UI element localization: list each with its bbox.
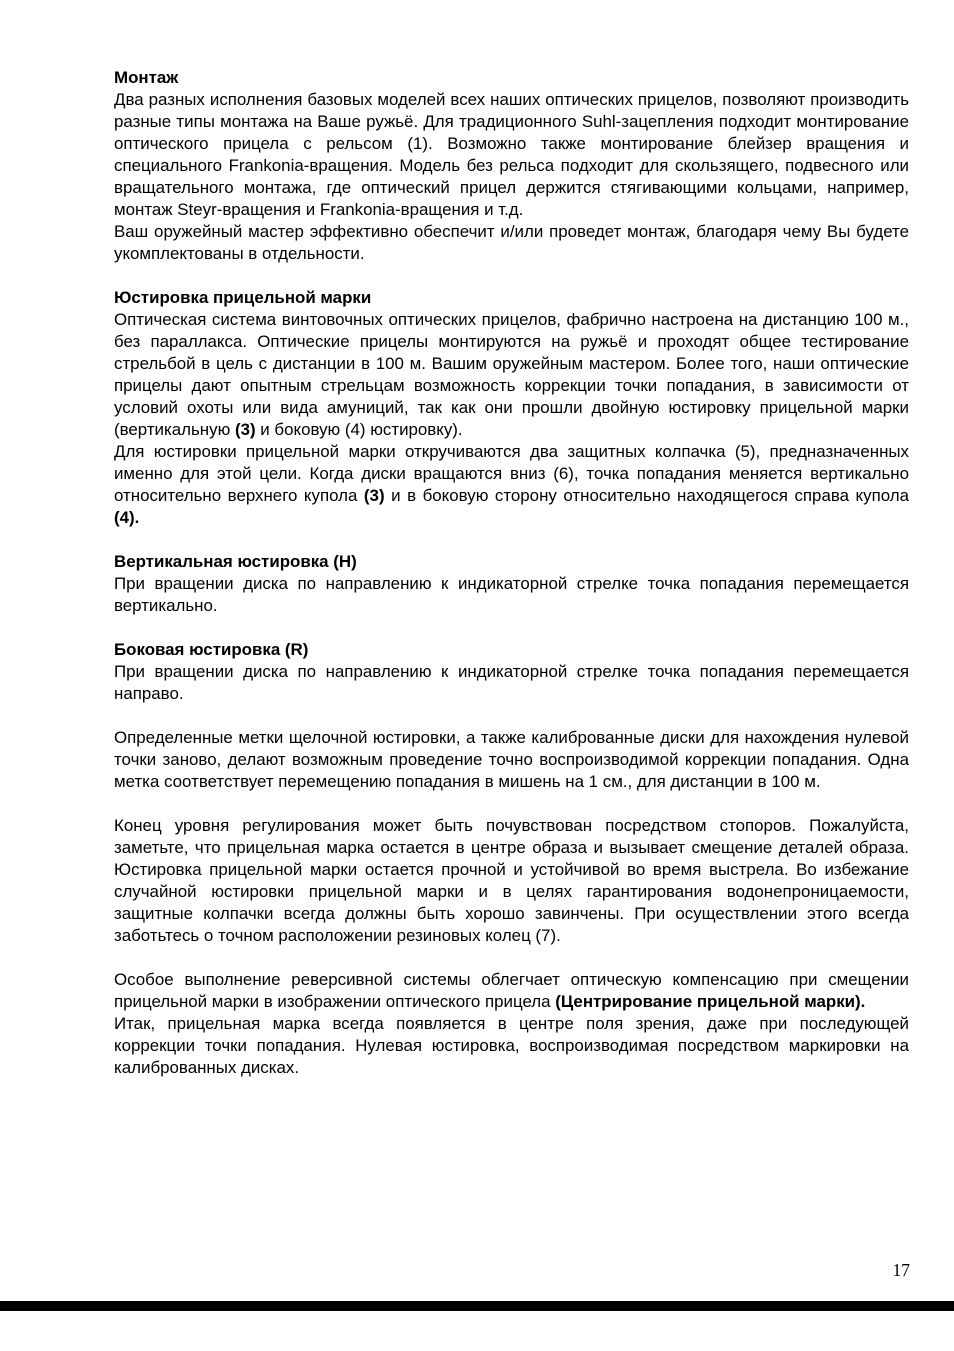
text-run: Оптическая система винтовочных оптических прицелов, фабрично настроена на дистанцию 100 м., без параллакса. Оптические прицелы монтируются на ружьё и проходят общее тестирование стрельбой в цель с дистанции в 100 м. Вашим оружейным мастером. Более того, наши оптические прицелы дают опытным стрельцам возможность коррекции точки попадания, в зависимости от условий охоты или вида амуниций, так как они прошли двойную юстировку прицельной марки (вертикальную (114, 310, 909, 439)
paragraph (114, 441, 909, 529)
text-run: Два разных исполнения базовых моделей всех наших оптических прицелов, позволяют производить разные типы монтажа на Ваше ружьё. Для традиционного Suhl-зацепления подходит монтирование оптического прицела с рельсом (1). Возможно также монтирование блейзер вращения и специального Frankonia-вращения. Модель без рельса подходит для скользящего, подвесного или вращательного монтажа, где оптический прицел держится стягивающими кольцами, например, монтаж Steyr-вращения и Frankonia-вращения и т.д. (114, 90, 909, 219)
section (114, 727, 909, 793)
paragraph (114, 815, 909, 947)
text-run: При вращении диска по направлению к индикаторной стрелке точка попадания перемещается направо. (114, 662, 909, 703)
paragraph (114, 309, 909, 441)
paragraph (114, 221, 909, 265)
paragraph (114, 727, 909, 793)
section (114, 969, 909, 1079)
footer-bar (0, 1301, 954, 1311)
section (114, 551, 909, 617)
text-run: При вращении диска по направлению к индикаторной стрелке точка попадания перемещается вертикально. (114, 574, 909, 615)
paragraph (114, 661, 909, 705)
paragraph (114, 89, 909, 221)
section (114, 639, 909, 705)
text-run: Итак, прицельная марка всегда появляется в центре поля зрения, даже при последующей коррекции точки попадания. Нулевая юстировка, воспроизводимая посредством маркировки на калиброванных дисках. (114, 1014, 909, 1077)
section-heading: Вертикальная юстировка (H) (114, 552, 357, 571)
section-heading: Юстировка прицельной марки (114, 288, 372, 307)
document-body (114, 67, 909, 1101)
section (114, 815, 909, 947)
bold-text: (Центрирование прицельной марки). (555, 992, 866, 1011)
paragraph (114, 573, 909, 617)
bold-text: (4). (114, 508, 140, 527)
text-run: Ваш оружейный мастер эффективно обеспечит и/или проведет монтаж, благодаря чему Вы будете укомплектованы в отдельности. (114, 222, 909, 263)
page-number: 17 (892, 1260, 910, 1280)
paragraph (114, 969, 909, 1013)
section-heading: Боковая юстировка (R) (114, 640, 309, 659)
text-run: и в боковую сторону относительно находящегося справа купола (384, 486, 909, 505)
section-heading: Монтаж (114, 68, 179, 87)
text-run: Конец уровня регулирования может быть почувствован посредством стопоров. Пожалуйста, заметьте, что прицельная марка остается в центре образа и вызывает смещение деталей образа. Юстировка прицельной марки остается прочной и устойчивой во время выстрела. Во избежание случайной юстировки прицельной марки и в целях гарантирования водонепроницаемости, защитные колпачки всегда должны быть хорошо завинчены. При осуществлении этого всегда заботьтесь о точном расположении резиновых колец (7). (114, 816, 909, 945)
text-run: Особое выполнение реверсивной системы облегчает оптическую компенсацию при смещении прицельной марки в изображении оптического прицела (114, 970, 909, 1011)
section (114, 67, 909, 265)
bold-text: (3) (234, 420, 256, 439)
paragraph (114, 1013, 909, 1079)
text-run: Определенные метки щелочной юстировки, а также калиброванные диски для нахождения нулевой точки заново, делают возможным проведение точно воспроизводимой коррекции попадания. Одна метка соответствует перемещению попадания в мишень на 1 см., для дистанции в 100 м. (114, 728, 909, 791)
text-run: и боковую (4) юстировку). (255, 420, 463, 439)
section (114, 287, 909, 529)
text-run: Для юстировки прицельной марки откручиваются два защитных колпачка (5), предназначенных именно для этой цели. Когда диски вращаются вниз (6), точка попадания меняется вертикально относительно верхнего купола (114, 442, 909, 505)
bold-text: (3) (363, 486, 385, 505)
